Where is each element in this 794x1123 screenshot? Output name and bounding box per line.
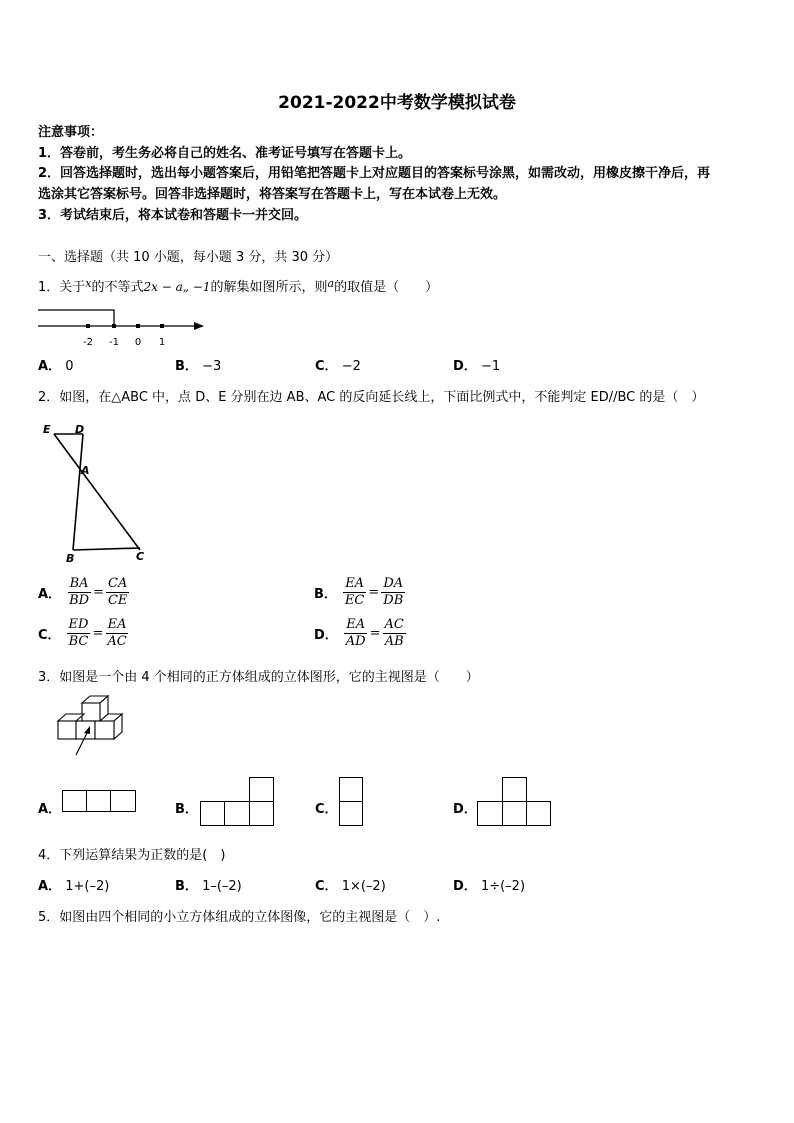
fraction [383, 617, 406, 650]
view-cell [86, 790, 111, 812]
view-cell [249, 777, 274, 802]
fraction [67, 576, 91, 609]
q1-suffix: 的取值是（ ） [334, 280, 439, 295]
q4-option-b-label: B． [175, 879, 198, 894]
q2-option-a-label: A． [38, 587, 62, 602]
q1-option-d [453, 355, 500, 374]
view-cell [502, 777, 527, 802]
question-2-stem: 2．如图，在△ABC 中，点 D、E 分别在边 AB、AC 的反向延长线上，下面比例式中，不能判定 ED//BC 的是（ ） [38, 390, 705, 405]
fraction-denominator: AC [107, 634, 127, 649]
q4-option-c [315, 875, 386, 894]
q1-mid2: 的解集如图所示，则 [210, 280, 328, 295]
fraction [344, 617, 368, 650]
tick-label-1: 1 [158, 337, 166, 348]
q4-option-d [453, 875, 525, 894]
q1-option-c [315, 355, 361, 374]
fraction [105, 617, 128, 650]
q3-option-d-text: D． [453, 802, 477, 817]
fraction [343, 576, 366, 609]
view-cell [224, 801, 250, 826]
view-cell [249, 801, 274, 826]
label-E: E [43, 423, 51, 436]
tick-label-neg2: -2 [83, 337, 93, 348]
q1-option-d-label: D． [453, 359, 477, 374]
view-cell [62, 790, 87, 812]
label-D: D [75, 423, 85, 436]
view-cell [339, 801, 363, 826]
question-3-stem: 3．如图是一个由 4 个相同的正方体组成的立体图形，它的主视图是（ ） [38, 670, 479, 685]
section-heading: 一、选择题（共 10 小题，每小题 3 分，共 30 分） [38, 250, 339, 265]
label-B: B [66, 552, 75, 565]
notice-heading: 注意事项： [38, 125, 104, 140]
fraction-denominator: AD [345, 634, 366, 649]
question-1-stem [38, 276, 438, 295]
number-line-figure [36, 300, 211, 350]
q2-option-b-label: B． [314, 587, 337, 602]
fraction-numerator: ED [68, 617, 89, 632]
q4-option-c-text: 1×(–2) [341, 879, 386, 894]
page-title: 2021-2022中考数学模拟试卷 [278, 93, 516, 113]
q1-option-a-label: A． [38, 359, 62, 374]
equals-sign: = [369, 626, 381, 641]
q4-option-c-label: C． [315, 879, 338, 894]
tick-label-neg1: -1 [109, 337, 119, 348]
fraction-denominator: BC [68, 634, 89, 649]
q1-prefix: 1．关于 [38, 280, 86, 295]
q1-var-a: a [327, 277, 335, 290]
fraction-numerator: EA [346, 617, 366, 632]
q4-option-d-text: 1÷(–2) [480, 879, 526, 894]
fraction-numerator: AC [384, 617, 404, 632]
q1-option-c-text: −2 [341, 359, 361, 374]
fraction-denominator: EC [344, 593, 365, 608]
fraction [67, 617, 91, 650]
fraction-denominator: AB [384, 634, 404, 649]
q2-option-b [314, 576, 405, 609]
view-cell [110, 790, 136, 812]
fraction-numerator: EA [107, 617, 127, 632]
q2-option-a [38, 576, 129, 609]
fraction [381, 576, 405, 609]
fraction-numerator: DA [383, 576, 404, 591]
q1-option-a-text: 0 [65, 359, 74, 374]
fraction-denominator: DB [383, 593, 404, 608]
label-A: A [81, 464, 90, 477]
notice-item-3: 3．考试结束后，将本试卷和答题卡一并交回。 [38, 208, 308, 223]
equals-sign: = [368, 585, 380, 600]
q1-option-b-label: B． [175, 359, 198, 374]
question-5-stem: 5．如图由四个相同的小立方体组成的立体图像，它的主视图是（ ）. [38, 910, 441, 925]
fraction-numerator: BA [69, 576, 89, 591]
label-C: C [136, 550, 145, 563]
triangle-figure [40, 420, 155, 568]
q2-option-d-label: D． [314, 628, 338, 643]
q1-option-b-text: −3 [202, 359, 222, 374]
q4-option-a [38, 875, 109, 894]
equals-sign: = [93, 585, 104, 600]
question-4-stem: 4．下列运算结果为正数的是( ) [38, 848, 226, 863]
fraction [106, 576, 129, 609]
q1-option-a [38, 355, 73, 374]
fraction-denominator: CE [107, 593, 128, 608]
q4-option-d-label: D． [453, 879, 477, 894]
fraction-numerator: EA [345, 576, 365, 591]
fraction-numerator: CA [108, 576, 128, 591]
equals-sign: = [92, 626, 104, 641]
view-cell [502, 801, 527, 826]
q1-option-b [175, 355, 221, 374]
q2-option-d [314, 617, 406, 650]
q2-option-c-label: C． [38, 628, 61, 643]
q1-mid: 的不等式 [91, 280, 144, 295]
notice-item-2-cont: 选涂其它答案标号。回答非选择题时，将答案写在答题卡上，写在本试卷上无效。 [38, 187, 507, 202]
q3-option-a-text: A． [38, 802, 62, 817]
view-cell [339, 777, 363, 802]
cube-stack-figure [54, 693, 124, 765]
fraction-denominator: BD [69, 593, 90, 608]
q4-option-b-text: 1–(–2) [202, 879, 242, 894]
notice-item-1: 1．答卷前，考生务必将自己的姓名、准考证号填写在答题卡上。 [38, 146, 412, 161]
q1-option-c-label: C． [315, 359, 338, 374]
view-cell [526, 801, 551, 826]
view-cell [477, 801, 503, 826]
tick-label-0: 0 [134, 337, 142, 348]
view-cell [200, 801, 225, 826]
q3-option-c-text: C． [315, 802, 338, 817]
q4-option-a-label: A． [38, 879, 62, 894]
notice-item-2: 2．回答选择题时，选出每小题答案后，用铅笔把答题卡上对应题目的答案标号涂黑，如需改动，用橡皮擦干净后，再 [38, 166, 711, 181]
q1-inequality: 2x − a„ −1 [143, 280, 211, 294]
q3-option-b-text: B． [175, 802, 198, 817]
q1-option-d-text: −1 [480, 359, 501, 374]
q4-option-a-text: 1+(–2) [65, 879, 110, 894]
q2-option-c [38, 617, 129, 650]
q1-var-x: x [85, 277, 92, 290]
q4-option-b [175, 875, 242, 894]
